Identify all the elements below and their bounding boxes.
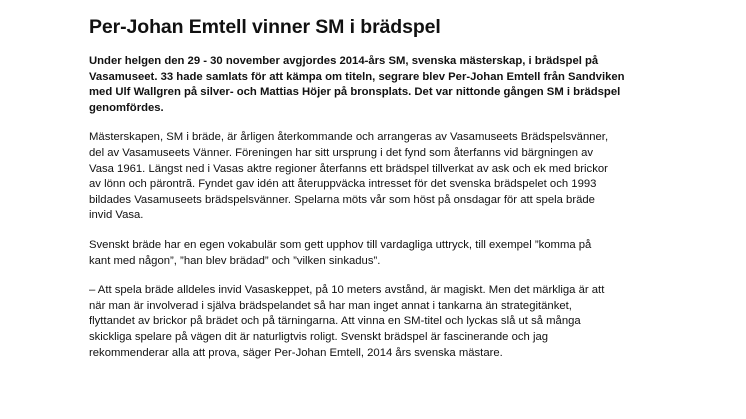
paragraph-line: Vasa 1961. Längst ned i Vasas aktre regioner återfanns ett brädspel tillverkat av ask och ek med brickor bbox=[89, 162, 608, 175]
article-title: Per-Johan Emtell vinner SM i brädspel bbox=[89, 16, 441, 38]
article-lead bbox=[89, 54, 661, 116]
paragraph-line: Mästerskapen, SM i bräde, är årligen återkommande och arrangeras av Vasamuseets Brädspelsvänner, bbox=[89, 131, 609, 144]
body-paragraph-2 bbox=[89, 238, 661, 269]
body-paragraph-3 bbox=[89, 283, 661, 361]
paragraph-line: kant med någon”, ”han blev brädad” och ”vilken sinkadus”. bbox=[89, 254, 381, 267]
paragraph-line: rekommenderar alla att prova, säger Per-Johan Emtell, 2014 års svenska mästare. bbox=[89, 346, 503, 359]
article bbox=[89, 14, 661, 361]
paragraph-line: skickliga spelare på vägen dit är naturligtvis roligt. Svenskt brädspel är fascinerande och jag bbox=[89, 330, 549, 343]
paragraph-line: invid Vasa. bbox=[89, 209, 144, 222]
paragraph-line: del av Vasamuseets Vänner. Föreningen har sitt ursprung i det fynd som återfanns vid bärgningen av bbox=[89, 146, 594, 159]
paragraph-line: när man är involverad i själva brädspelandet så har man inget annat i tankarna än strategitänket, bbox=[89, 299, 572, 312]
lead-line: Vasamuseet. 33 hade samlats för att kämpa om titeln, segrare blev Per-Johan Emtell från Sandviken bbox=[89, 70, 625, 83]
paragraph-line: – Att spela bräde alldeles invid Vasaskeppet, på 10 meters avstånd, är magiskt. Men det märkliga är att bbox=[89, 284, 605, 297]
lead-line: med Ulf Wallgren på silver- och Mattias Höjer på bronsplats. Det var nittonde gången SM i brädspel bbox=[89, 86, 621, 99]
lead-line: Under helgen den 29 - 30 november avgjordes 2014-års SM, svenska mästerskap, i brädspel på bbox=[89, 55, 599, 67]
body-paragraph-1 bbox=[89, 130, 661, 224]
paragraph-line: av lönn och pärontrã. Fyndet gav idén att återuppväcka intresset för det svenska brädspelet och 1993 bbox=[89, 178, 597, 191]
paragraph-line: bildades Vasamuseets brädspelsvänner. Spelarna möts vår som höst på onsdagar för att spela bräde bbox=[89, 193, 595, 206]
paragraph-line: flyttandet av brickor på brädet och på tärningarna. Att vinna en SM-titel och lyckas slå ut så många bbox=[89, 315, 581, 328]
paragraph-line: Svenskt bräde har en egen vokabulär som gett upphov till vardagliga uttryck, till exempel ”komma på bbox=[89, 238, 592, 251]
lead-line: genomfördes. bbox=[89, 101, 164, 114]
